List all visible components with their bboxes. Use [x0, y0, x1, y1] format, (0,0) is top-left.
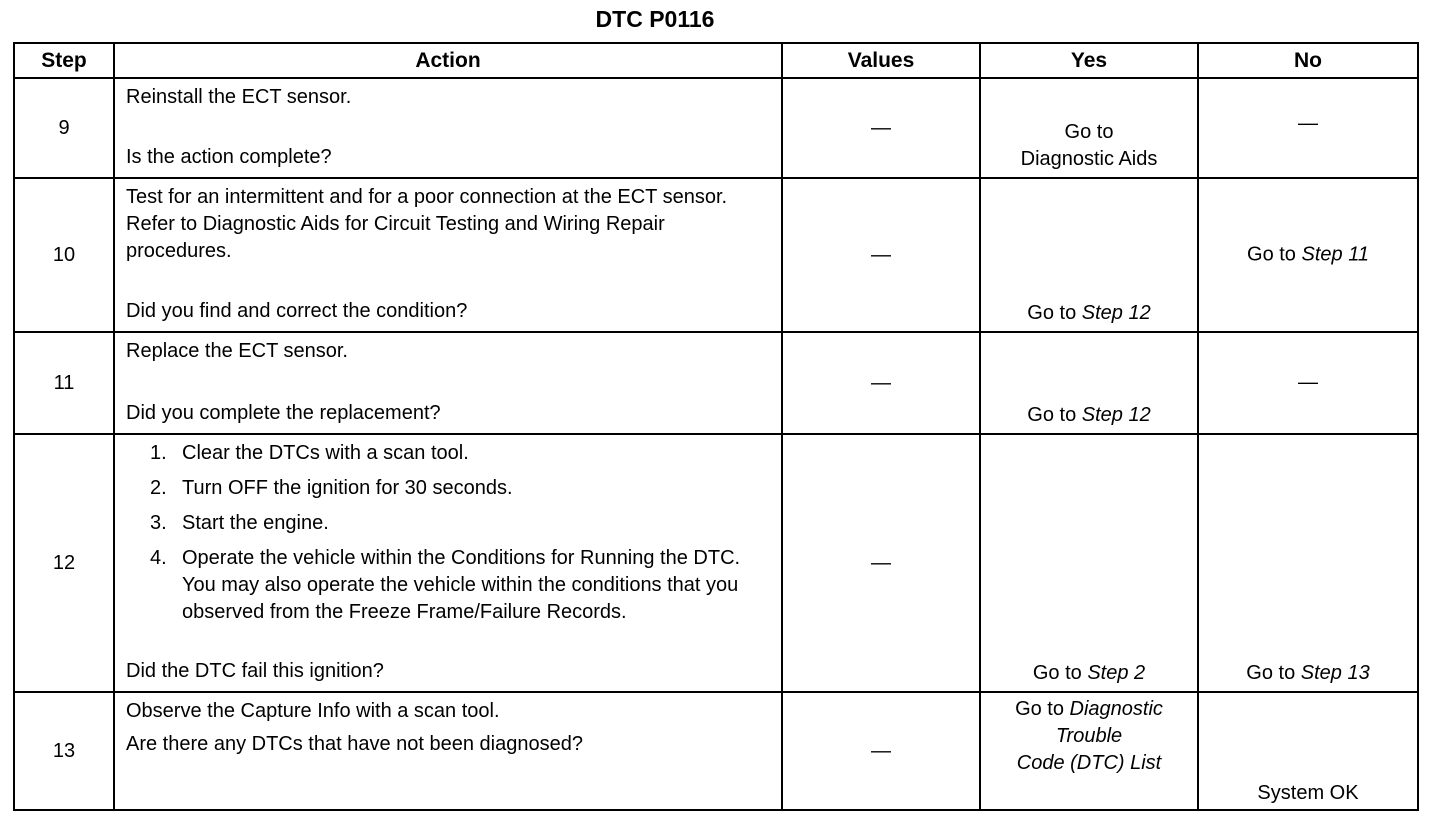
action-cell: [114, 434, 782, 692]
values-cell: —: [782, 434, 980, 692]
yes-result: Go to Diagnostic Trouble Code (DTC) List: [1015, 698, 1163, 774]
step-link[interactable]: Diagnostic: [1069, 698, 1163, 720]
yes-cell: [980, 78, 1198, 178]
list-item: 4. Operate the vehicle within the Conditions for Running the DTC. You may also operate the vehicle within the conditions that you observed from the Freeze Frame/Failure Records.: [150, 547, 741, 623]
step-number: 11: [14, 332, 114, 434]
yes-result: Go to Step 12: [1027, 302, 1151, 324]
step-link[interactable]: Step 12: [1081, 302, 1151, 324]
step-number: 10: [14, 178, 114, 332]
yes-result: Go to Step 2: [1032, 662, 1146, 684]
no-result: Go to Step 11: [1247, 243, 1369, 266]
action-question: Did you complete the replacement?: [126, 402, 441, 424]
no-cell: [1198, 692, 1418, 810]
yes-result: Go to Diagnostic Aids: [1020, 121, 1158, 170]
action-cell: [114, 178, 782, 332]
step-number: 12: [14, 434, 114, 692]
header-row: [14, 43, 1418, 78]
step-link[interactable]: Code (DTC) List: [1016, 752, 1162, 774]
values-cell: —: [782, 692, 980, 810]
no-result: —: [1298, 112, 1318, 135]
header-yes: Yes: [980, 43, 1198, 78]
step-link[interactable]: Step 2: [1087, 662, 1146, 684]
list-item: 1. Clear the DTCs with a scan tool.: [150, 442, 469, 464]
step-link[interactable]: Step 13: [1300, 662, 1370, 684]
no-cell: [1198, 78, 1418, 178]
step-link[interactable]: Trouble: [1055, 725, 1123, 747]
action-text: Test for an intermittent and for a poor connection at the ECT sensor. Refer to Diagnostic Aids for Circuit Testing and Wiring Repair procedures.: [126, 186, 728, 262]
step-link[interactable]: Step 12: [1081, 404, 1151, 426]
action-text: Reinstall the ECT sensor.: [126, 86, 352, 108]
table-row: [14, 178, 1418, 332]
diagnostic-table: [13, 42, 1419, 811]
page-title: DTC P0116: [595, 6, 715, 32]
table-row: [14, 332, 1418, 434]
yes-result: Go to Step 12: [1027, 404, 1151, 426]
action-cell: [114, 332, 782, 434]
yes-cell: [980, 178, 1198, 332]
no-cell: [1198, 332, 1418, 434]
header-values: Values: [782, 43, 980, 78]
action-text: Observe the Capture Info with a scan tool.: [126, 700, 500, 722]
substep-list: [126, 440, 771, 626]
values-cell: —: [782, 78, 980, 178]
yes-cell: [980, 434, 1198, 692]
table-row: [14, 692, 1418, 810]
action-question: Did the DTC fail this ignition?: [126, 660, 384, 682]
header-step: Step: [14, 43, 114, 78]
action-question: Is the action complete?: [126, 146, 332, 168]
step-link[interactable]: Step 11: [1301, 243, 1369, 266]
step-number: 13: [14, 692, 114, 810]
action-cell: [114, 78, 782, 178]
no-cell: [1198, 178, 1418, 332]
list-item: 2. Turn OFF the ignition for 30 seconds.: [150, 477, 513, 499]
table-row: [14, 434, 1418, 692]
header-no: No: [1198, 43, 1418, 78]
yes-cell: [980, 692, 1198, 810]
header-action: Action: [114, 43, 782, 78]
list-item: 3. Start the engine.: [150, 512, 329, 534]
values-cell: —: [782, 332, 980, 434]
no-result: —: [1298, 371, 1318, 394]
step-number: 9: [14, 78, 114, 178]
action-question: Did you find and correct the condition?: [126, 300, 468, 322]
table-row: [14, 78, 1418, 178]
action-question: Are there any DTCs that have not been diagnosed?: [126, 733, 583, 755]
values-cell: —: [782, 178, 980, 332]
no-result: System OK: [1257, 782, 1359, 804]
yes-cell: [980, 332, 1198, 434]
action-text: Replace the ECT sensor.: [126, 340, 348, 362]
no-cell: [1198, 434, 1418, 692]
no-result: Go to Step 13: [1246, 662, 1370, 684]
action-cell: [114, 692, 782, 810]
